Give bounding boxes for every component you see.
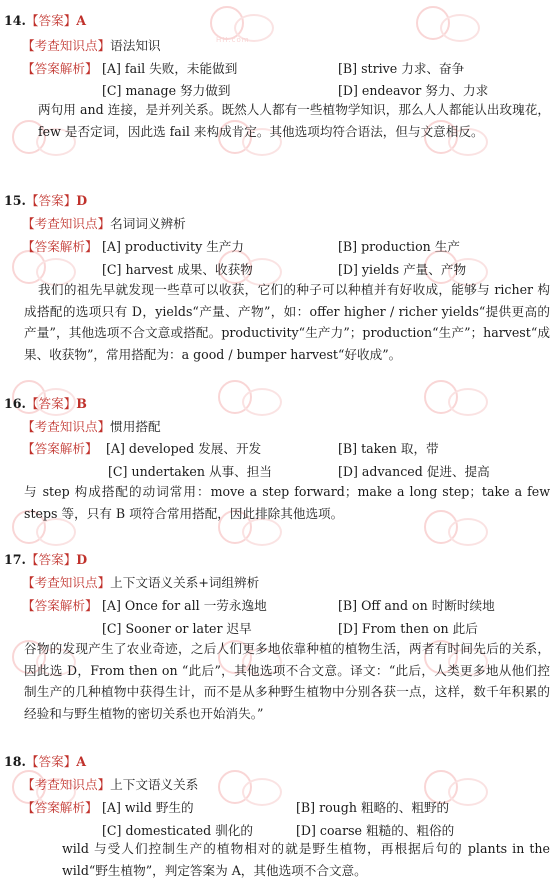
knowledge-value: 惯用搭配 <box>110 419 161 434</box>
analysis-label: 【答案解析】 <box>22 239 98 254</box>
option-b: [B] production 生产 <box>338 239 460 254</box>
option-c: [C] harvest 成果、收获物 <box>102 262 253 277</box>
knowledge-label: 【考查知识点】 <box>22 419 111 434</box>
option-c: [C] undertaken 从事、担当 <box>108 464 272 479</box>
answer-label: 【答案】 <box>25 552 77 567</box>
question-number: 16. <box>4 396 26 411</box>
option-c: [C] manage 努力做到 <box>102 83 231 98</box>
answer-label: 【答案】 <box>25 13 77 28</box>
knowledge-row <box>22 572 259 591</box>
option-d: [D] coarse 粗糙的、粗俗的 <box>296 823 455 838</box>
option-a: [A] productivity 生产力 <box>102 239 245 254</box>
question-number-answer <box>4 549 87 568</box>
watermark-logo <box>214 770 286 810</box>
answer-value: D <box>76 552 88 567</box>
answer-value: B <box>76 396 87 411</box>
option-a: [A] wild 野生的 <box>102 800 194 815</box>
question-number-answer <box>4 751 86 770</box>
answer-value: D <box>76 193 88 208</box>
option-d: [D] From then on 此后 <box>338 621 478 636</box>
option-b: [B] taken 取，带 <box>338 441 439 456</box>
knowledge-row <box>22 416 161 435</box>
option-a: [A] Once for all 一劳永逸地 <box>102 598 267 613</box>
knowledge-row <box>22 774 198 793</box>
option-b: [B] Off and on 时断时续地 <box>338 598 495 613</box>
explanation: 我们的祖先早就发现一些草可以收获，它们的种子可以种植并有好收成，能够与 richer 构成搭配的选项只有 D，yields“产量、产物”，如：offer higher / richer yields“提供更高的产量”，其他选项不合文意或搭配。productivity“生产力”；production“生产”；harvest“成果、收获物”，常用搭配为：a good / bumper harvest“好收成”。 <box>24 282 550 362</box>
watermark-logo <box>420 380 492 420</box>
explanation: 与 step 构成搭配的动词常用：move a step forward；make a long step；take a few steps 等，只有 B 项符合常用搭配，因此排除其他选项。 <box>24 484 550 521</box>
explanation: wild 与受人们控制生产的植物相对的就是野生植物，再根据后句的 plants in the wild“野生植物”，判定答案为 A，其他选项不合文意。 <box>62 841 550 878</box>
explanation: 谷物的发现产生了农业奇迹，之后人们更多地依靠种植的植物生活，两者有时间先后的关系，因此选 D，From then on “此后”，其他选项不合文意。译文：“此后，人类更多地从他们控制生产的几种植物中获得生计，而不是从多种野生植物中分别各获一点，这样，数千年积累的经验和与野生植物的密切关系也开始消失。” <box>24 641 550 721</box>
answer-value: A <box>76 13 87 28</box>
knowledge-value: 语法知识 <box>110 38 161 53</box>
question-number: 18. <box>4 754 26 769</box>
knowledge-value: 名词词义辨析 <box>110 216 186 231</box>
watermark-logo <box>214 380 286 420</box>
watermark-text: HH.com <box>216 36 250 44</box>
analysis-label: 【答案解析】 <box>22 800 98 815</box>
option-b: [B] strive 力求、奋争 <box>338 61 465 76</box>
answer-label: 【答案】 <box>25 193 77 208</box>
knowledge-label: 【考查知识点】 <box>22 777 111 792</box>
knowledge-label: 【考查知识点】 <box>22 575 111 590</box>
option-a: [A] developed 发展、开发 <box>106 441 262 456</box>
watermark-logo <box>206 6 278 46</box>
option-d: [D] endeavor 努力、力求 <box>338 83 489 98</box>
explanation: 两句用 and 连接，是并列关系。既然人人都有一些植物学知识，那么人人都能认出玫瑰花，few 是否定词，因此选 fail 来构成肯定。其他选项均符合语法，但与文意相反。 <box>38 102 550 139</box>
question-number-answer <box>4 10 86 29</box>
option-d: [D] yields 产量、产物 <box>338 262 467 277</box>
knowledge-value: 上下文语义关系+词组辨析 <box>110 575 260 590</box>
option-c: [C] Sooner or later 迟早 <box>102 621 252 636</box>
answer-label: 【答案】 <box>25 396 77 411</box>
analysis-label: 【答案解析】 <box>22 441 98 456</box>
option-a: [A] fail 失败，未能做到 <box>102 61 238 76</box>
option-b: [B] rough 粗略的、粗野的 <box>296 800 450 815</box>
question-number-answer <box>4 190 87 209</box>
knowledge-label: 【考查知识点】 <box>22 216 111 231</box>
answer-value: A <box>76 754 87 769</box>
knowledge-row <box>22 213 186 232</box>
question-number: 17. <box>4 552 26 567</box>
answer-label: 【答案】 <box>25 754 77 769</box>
analysis-label: 【答案解析】 <box>22 598 98 613</box>
knowledge-label: 【考查知识点】 <box>22 38 111 53</box>
question-number: 15. <box>4 193 26 208</box>
knowledge-value: 上下文语义关系 <box>110 777 199 792</box>
knowledge-row <box>22 35 161 54</box>
option-c: [C] domesticated 驯化的 <box>102 823 253 838</box>
analysis-label: 【答案解析】 <box>22 61 98 76</box>
question-number: 14. <box>4 13 26 28</box>
question-number-answer <box>4 393 87 412</box>
watermark-logo <box>412 6 484 46</box>
option-d: [D] advanced 促进、提高 <box>338 464 490 479</box>
